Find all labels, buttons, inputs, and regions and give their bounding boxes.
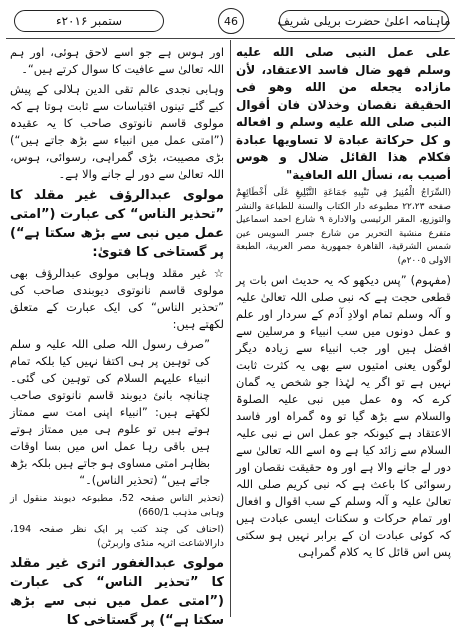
page-number: 46: [218, 8, 244, 34]
block-quote: ”صرف رسول اللہ صلی اللہ علیہ و سلم کی توہین پر ہی اکتفا نہیں کیا بلکہ تمام انبیاء علیہم السلام کی توہین کی گئی۔ چنانچہ بانیٔ دیوبند قاسم نانوتوی صاحب لکھتے ہیں: ”انبیاء اپنی امت سے ممتاز ہوتے ہیں تو علوم ہی میں ممتاز ہوتے ہیں باقی رہا عمل اس میں بسا اوقات بظاہر امتی مساوی ہو جاتے ہیں بلکہ بڑھ جاتے ہیں“ (تحذیر الناس)۔“: [10, 337, 210, 487]
page-header: [6, 8, 455, 34]
right-column: [236, 44, 451, 617]
arabic-citation: (السِّرَاجُ الْمُنِيرُ فِي تَنْبِيهِ جَمَاعَةِ التَّبْلِيغِ عَلَى أَخْطَائِهِمْ صفحه ٢٢،٢٣ مطبوعه دار الكتاب والسنة للطباعة والنشر والتوزيع، المقر الرئيسى والادارة ٩ شارع احمد اسماعيل متفرع منشية التحرير من شارع جسر السويس عين شمس الشرقية، القاهرة جمهورية مصر العربية، الطبعة الاولى ٢٠٠٥م): [236, 188, 451, 266]
issue-date: ستمبر ۲۰۱۶ء: [14, 10, 164, 32]
urdu-translation: (مفہوم) ”پس دیکھو کہ یہ حدیث اس بات پر قطعی حجت ہے کہ نبی صلی اللہ تعالیٰ علیہ و آلہ وسلم تمام اولادِ آدم کے سردار اور علم و عمل دونوں میں سب انبیاء و مرسلین سے افضل ہیں اور جب انبیاء سے زیادہ دیگر لوگوں یعنی امتیوں سے بھی یہ کثرت ثابت نہیں ہے تو اگر یہ لہٰذا جو شخص یہ گمان کرے کہ وہ عمل میں نبی علیہ الصلوۃ والسلام سے بڑھ گیا تو وہ گمراہ اور فاسد الاعتقاد ہے کیونکہ جو عمل اس نے نبی علیہ السلام سے زائد کیا ہے وہ اسے اللہ تعالیٰ سے دور لے جانے والا ہے اور وہ حقیقت نقصان اور رسوائی کا باعث ہے کہ نبی کریم صلی اللہ تعالیٰ علیہ و آلہ وسلم کے سب اقوال و افعال اور تمام حرکات و سکنات ایسی عبادت ہیں کہ کوئی عبادت ان کے برابر نہیں ہو سکتی پس اس قائل کا یہ کلام گمراہی: [236, 273, 451, 559]
paragraph: وہابی نجدی عالم تقی الدین ہلالی کے پیش کیے گئے تینوں اقتباسات سے ثابت ہوتا ہے کہ مولوی قاسم نانوتوی صاحب کا یہ عقیدہ (”امتی عمل میں انبیاء سے بڑھ جاتے ہیں“) بڑی مصیبت، بڑی گمراہی، رسوائی، ہوس، اللہ تعالیٰ سے دور لے جانے والا ہے۔: [10, 82, 224, 181]
section-heading: مولوی عبدالغفور اثری غیر مقلد کا ”تحذیر الناس“ کی عبارت (”امتی عمل میں نبی سے بڑھ سکتا ہے“) پر گستاخی کا: [10, 556, 224, 628]
arabic-quote: على عمل النبى صلى الله عليه وسلم فهو ضال فاسد الاعتقاد، لأن مازاده يجعله من الله وهو فى الحقيقة نقصان وخذلان فان أقوال النبى صلى الله عليه وسلم و افعاله و كل حركاتة عبادة لا تساويها عبادة فكلام هذا القائل ضلال و هوس أصيب به، نسأل الله العافية": [236, 45, 451, 182]
paragraph: ☆ غیر مقلد وہابی مولوی عبدالرؤف بھی مولوی قاسم نانوتوی دیوبندی صاحب کی ”تحذیر الناس“ کی ایک عبارت کے متعلق لکھتے ہیں:: [10, 266, 224, 331]
paragraph: اور ہوس ہے جو اسے لاحق ہوئی، اور ہم اللہ تعالیٰ سے عافیت کا سوال کرتے ہیں“۔: [10, 45, 224, 76]
reference: (احناف کی چند کتب پر ایک نظر صفحہ 194، دارالاشاعت اثریہ منڈی واربرٹن): [10, 524, 224, 549]
header-divider: [6, 38, 455, 39]
reference: (تحذیر الناس صفحہ 52، مطبوعہ دیوبند منقول از وہابی مذہب 660/1): [10, 493, 224, 518]
magazine-title: ماہنامہ اعلیٰ حضرت بریلی شریف: [279, 10, 449, 32]
column-divider: [230, 40, 231, 617]
left-column: [10, 44, 224, 628]
section-heading: مولوی عبدالرؤف غیر مقلد کا ”تحذیر الناس“ کی عبارت (”امتی عمل میں نبی سے بڑھ سکتا ہے“) پر گستاخی کا فتویٰ:: [10, 188, 224, 260]
